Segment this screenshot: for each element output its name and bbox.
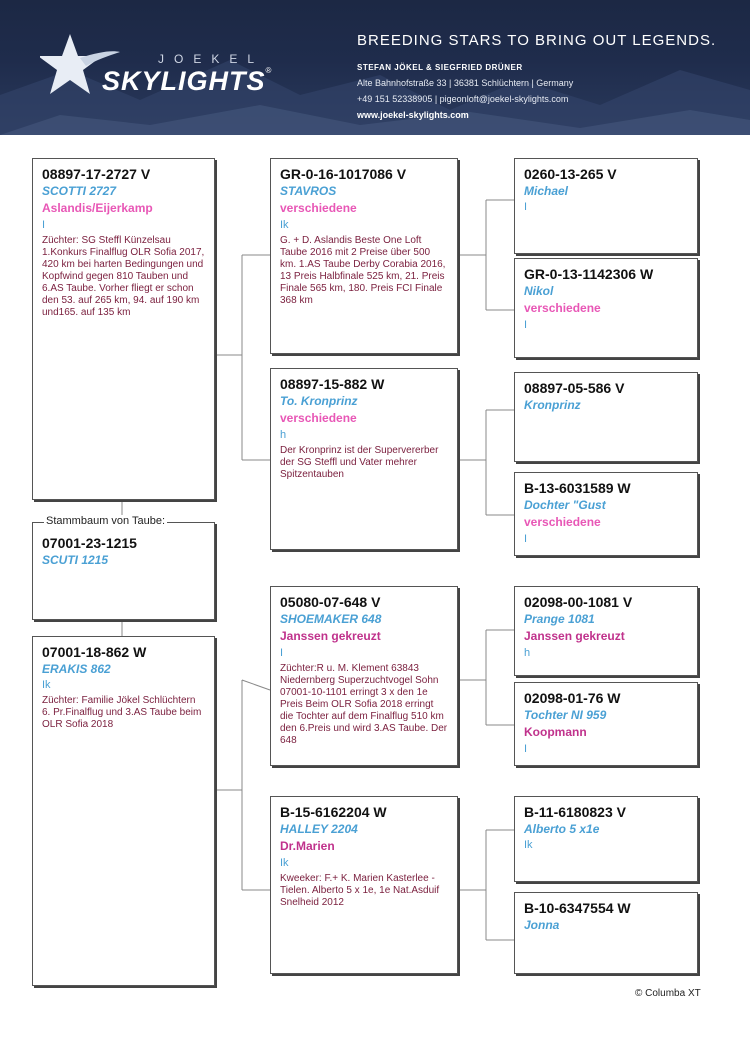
pigeon-name: Michael xyxy=(524,184,569,198)
breeder-line: Aslandis/Eijerkamp xyxy=(42,201,153,215)
color-code: I xyxy=(524,743,528,755)
registered-mark: ® xyxy=(265,66,273,75)
breeder-line: verschiedene xyxy=(524,301,601,315)
pigeon-name: Alberto 5 x1e xyxy=(524,822,600,836)
ring-number: 08897-15-882 W xyxy=(280,376,385,392)
breeder-line: Koopmann xyxy=(524,725,587,739)
pigeon-note: Züchter: Familie Jökel Schlüchtern 6. Pr.Finalflug und 3.AS Taube beim OLR Sofia 2018 xyxy=(42,695,202,730)
pigeon-note: G. + D. Aslandis Beste One Loft Taube 2016 mit 2 Preise über 500 km. 1.AS Taube Derby Corabia 2016, 13 Preis Halbfinale 525 km, 21. Preis Finale 565 km, 180. Preis FCI Finale 368 km xyxy=(280,235,446,306)
pigeon-note: Der Kronprinz ist der Supervererber der SG Steffl und Vater mehrer Spitzentauben xyxy=(280,445,439,480)
ring-number: 05080-07-648 V xyxy=(280,594,381,610)
ring-number: B-11-6180823 V xyxy=(524,804,626,820)
pigeon-note: Züchter:R u. M. Klement 63843 Niedernberg Superzuchtvogel Sohn 07001-10-1101 erringt 3 x den 1e Preis Beim OLR Sofia 2018 erringt die Tochter auf dem Finalflug 510 km den 6.Preis und wird 3.AS Taube. Der 648 xyxy=(280,663,448,746)
color-code xyxy=(524,413,688,429)
ring-number: B-15-6162204 W xyxy=(280,804,387,820)
brand-big: SKYLIGHTS xyxy=(102,66,266,96)
ring-number: B-13-6031589 W xyxy=(524,480,631,496)
pigeon-name: Kronprinz xyxy=(524,398,581,412)
pigeon-card-subject[interactable] xyxy=(32,522,215,620)
breeder-line: verschiedene xyxy=(524,515,601,529)
pigeon-card-sire-dam-dam[interactable] xyxy=(514,472,698,556)
website: www.joekel-skylights.com xyxy=(357,110,469,120)
color-code: I xyxy=(524,201,528,213)
color-code: I xyxy=(42,219,46,231)
color-code: Ik xyxy=(280,857,289,869)
pigeon-card-dam-dam-dam[interactable] xyxy=(514,892,698,974)
color-code: I xyxy=(524,319,528,331)
ring-number: 0260-13-265 V xyxy=(524,166,617,182)
pigeon-card-dam-sire[interactable] xyxy=(270,586,458,766)
pigeon-card-dam-dam-sire[interactable] xyxy=(514,796,698,882)
pigeon-card-sire[interactable] xyxy=(32,158,215,500)
color-code: I xyxy=(280,647,284,659)
pigeon-name: ERAKIS 862 xyxy=(42,662,111,676)
pigeon-card-sire-sire-dam[interactable] xyxy=(514,258,698,358)
pigeon-name: SCOTTI 2727 xyxy=(42,184,117,198)
ring-number: 02098-01-76 W xyxy=(524,690,621,706)
pigeon-name: To. Kronprinz xyxy=(280,394,358,408)
breeder-line: Janssen gekreuzt xyxy=(280,629,381,643)
brand-small: JOEKEL xyxy=(158,52,265,66)
pigeon-name: SCUTI 1215 xyxy=(42,553,109,567)
ring-number: 08897-05-586 V xyxy=(524,380,625,396)
pedigree-label: Stammbaum von Taube: xyxy=(46,515,166,527)
pigeon-card-sire-dam-sire[interactable] xyxy=(514,372,698,462)
ring-number: 07001-23-1215 xyxy=(42,535,137,551)
pigeon-name: Prange 1081 xyxy=(524,612,595,626)
breeder-line: Janssen gekreuzt xyxy=(524,629,625,643)
pigeon-note: Kweeker: F.+ K. Marien Kasterlee - Tielen. Alberto 5 x 1e, 1e Nat.Asduif Snelheid 2012 xyxy=(280,873,440,908)
ring-number: B-10-6347554 W xyxy=(524,900,631,916)
pigeon-card-dam-dam[interactable] xyxy=(270,796,458,974)
address: Alte Bahnhofstraße 33 | 36381 Schlüchtern | Germany xyxy=(357,78,574,88)
breeder-line: Dr.Marien xyxy=(280,839,335,853)
pigeon-name: Tochter NI 959 xyxy=(524,708,607,722)
pigeon-card-dam-sire-sire[interactable] xyxy=(514,586,698,676)
color-code: h xyxy=(280,429,287,441)
pigeon-card-dam[interactable] xyxy=(32,636,215,986)
color-code: I xyxy=(524,533,528,545)
color-code: Ik xyxy=(280,219,289,231)
pigeon-name: Dochter "Gust xyxy=(524,498,606,512)
ring-number: GR-0-13-1142306 W xyxy=(524,266,654,282)
pigeon-card-sire-dam[interactable] xyxy=(270,368,458,550)
pigeon-name: SHOEMAKER 648 xyxy=(280,612,382,626)
breeder-line: verschiedene xyxy=(280,201,357,215)
pigeon-note: Züchter: SG Steffl Künzelsau 1.Konkurs Finalflug OLR Sofia 2017, 420 km bei harten Bedingungen und Kopfwind gegen 810 Tauben und 6.AS Taube. Vorher fliegt er schon den 53. auf 265 km, 94. auf 190 km und165. auf 135 km xyxy=(42,235,205,318)
color-code: h xyxy=(524,647,531,659)
pigeon-card-sire-sire[interactable] xyxy=(270,158,458,354)
pigeon-name: HALLEY 2204 xyxy=(280,822,358,836)
ring-number: 07001-18-862 W xyxy=(42,644,147,660)
pigeon-name: STAVROS xyxy=(280,184,337,198)
ring-number: 02098-00-1081 V xyxy=(524,594,633,610)
copyright: © Columba XT xyxy=(635,988,701,999)
tagline: BREEDING STARS TO BRING OUT LEGENDS. xyxy=(357,32,717,49)
color-code: Ik xyxy=(524,839,533,851)
contact: +49 151 52338905 | pigeonloft@joekel-skylights.com xyxy=(357,94,569,104)
color-code: Ik xyxy=(42,679,51,691)
owners: STEFAN JÖKEL & SIEGFRIED DRÜNER xyxy=(357,63,523,72)
pigeon-name: Nikol xyxy=(524,284,554,298)
ring-number: 08897-17-2727 V xyxy=(42,166,151,182)
pigeon-card-sire-sire-sire[interactable] xyxy=(514,158,698,254)
pigeon-name: Jonna xyxy=(524,918,560,932)
ring-number: GR-0-16-1017086 V xyxy=(280,166,407,182)
breeder-line: verschiedene xyxy=(280,411,357,425)
pigeon-card-dam-sire-dam[interactable] xyxy=(514,682,698,766)
